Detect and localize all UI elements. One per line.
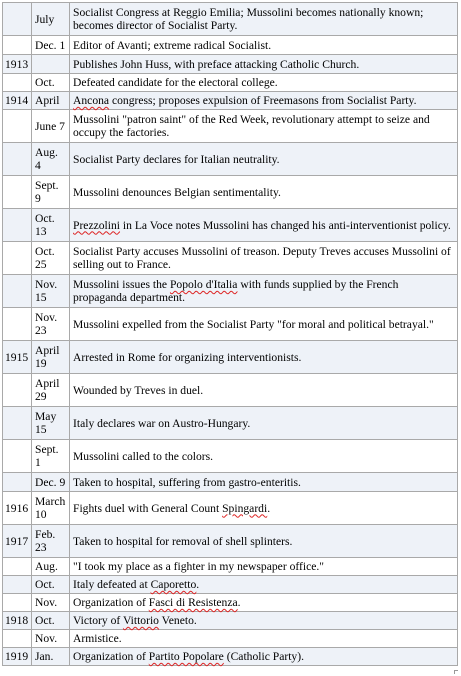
event-cell: Publishes John Huss, with preface attacking Catholic Church. (70, 55, 458, 74)
year-cell: 1918 (3, 612, 32, 630)
table-row (3, 473, 458, 492)
year-cell (3, 308, 32, 341)
date-cell: March 10 (32, 492, 70, 525)
date-cell: Nov. (32, 594, 70, 612)
event-cell: Mussolini expelled from the Socialist Party "for moral and political betrayal." (70, 308, 458, 341)
event-cell: Italy defeated at Caporetto. (70, 576, 458, 594)
year-cell (3, 275, 32, 308)
date-cell: Oct. (32, 576, 70, 594)
date-cell: May 15 (32, 407, 70, 440)
event-cell: Armistice. (70, 630, 458, 648)
table-row (3, 440, 458, 473)
date-cell: Sept. 1 (32, 440, 70, 473)
table-row (3, 275, 458, 308)
table-row (3, 209, 458, 242)
year-cell: 1917 (3, 525, 32, 558)
year-cell (3, 594, 32, 612)
event-cell: Socialist Party accuses Mussolini of treason. Deputy Treves accuses Mussolini of selling out to France. (70, 242, 458, 275)
event-cell: Italy declares war on Austro-Hungary. (70, 407, 458, 440)
year-cell: 1914 (3, 92, 32, 110)
table-row (3, 308, 458, 341)
date-cell: April (32, 92, 70, 110)
event-cell: Mussolini called to the colors. (70, 440, 458, 473)
table-row (3, 612, 458, 630)
date-cell: Oct. (32, 612, 70, 630)
table-row (3, 341, 458, 374)
year-cell: 1913 (3, 55, 32, 74)
event-cell: Mussolini issues the Popolo d'Italia with funds supplied by the French propaganda department. (70, 275, 458, 308)
date-cell: Jan. (32, 648, 70, 666)
date-cell: June 7 (32, 110, 70, 143)
table-row (3, 558, 458, 576)
event-cell: Taken to hospital for removal of shell splinters. (70, 525, 458, 558)
page-corner-mark (454, 670, 458, 674)
event-cell: Taken to hospital, suffering from gastro-enteritis. (70, 473, 458, 492)
table-row (3, 55, 458, 74)
event-cell: Mussolini denounces Belgian sentimentality. (70, 176, 458, 209)
table-row (3, 374, 458, 407)
event-cell: Defeated candidate for the electoral college. (70, 74, 458, 92)
date-cell: Nov. (32, 630, 70, 648)
event-cell: Socialist Congress at Reggio Emilia; Mussolini becomes nationally known; becomes director of Socialist Party. (70, 3, 458, 36)
year-cell (3, 242, 32, 275)
table-row (3, 630, 458, 648)
event-cell: "I took my place as a fighter in my newspaper office." (70, 558, 458, 576)
year-cell (3, 36, 32, 55)
event-cell: Wounded by Treves in duel. (70, 374, 458, 407)
table-row (3, 407, 458, 440)
year-cell (3, 110, 32, 143)
table-row (3, 3, 458, 36)
date-cell: April 29 (32, 374, 70, 407)
table-row (3, 110, 458, 143)
table-row (3, 492, 458, 525)
year-cell: 1919 (3, 648, 32, 666)
year-cell (3, 558, 32, 576)
table-row (3, 242, 458, 275)
event-cell: Mussolini "patron saint" of the Red Week, revolutionary attempt to seize and occupy the factories. (70, 110, 458, 143)
date-cell: Feb. 23 (32, 525, 70, 558)
date-cell: Oct. (32, 74, 70, 92)
year-cell (3, 473, 32, 492)
year-cell (3, 209, 32, 242)
event-cell: Prezzolini in La Voce notes Mussolini has changed his anti-interventionist policy. (70, 209, 458, 242)
date-cell (32, 55, 70, 74)
year-cell (3, 440, 32, 473)
table-row (3, 143, 458, 176)
year-cell (3, 176, 32, 209)
table-row (3, 74, 458, 92)
date-cell: Dec. 9 (32, 473, 70, 492)
table-row (3, 594, 458, 612)
event-cell: Organization of Fasci di Resistenza. (70, 594, 458, 612)
table-row (3, 92, 458, 110)
year-cell (3, 630, 32, 648)
year-cell (3, 407, 32, 440)
table-row (3, 36, 458, 55)
year-cell: 1915 (3, 341, 32, 374)
date-cell: Oct. 25 (32, 242, 70, 275)
date-cell: Nov. 23 (32, 308, 70, 341)
date-cell: Nov. 15 (32, 275, 70, 308)
event-cell: Fights duel with General Count Spingardi. (70, 492, 458, 525)
chronology-table (2, 2, 458, 666)
year-cell (3, 74, 32, 92)
event-cell: Ancona congress; proposes expulsion of Freemasons from Socialist Party. (70, 92, 458, 110)
event-cell: Editor of Avanti; extreme radical Socialist. (70, 36, 458, 55)
date-cell: Aug. 4 (32, 143, 70, 176)
table-row (3, 176, 458, 209)
date-cell: Dec. 1 (32, 36, 70, 55)
date-cell: April 19 (32, 341, 70, 374)
year-cell: 1916 (3, 492, 32, 525)
event-cell: Arrested in Rome for organizing interventionists. (70, 341, 458, 374)
table-row (3, 576, 458, 594)
event-cell: Victory of Vittorio Veneto. (70, 612, 458, 630)
table-row (3, 648, 458, 666)
year-cell (3, 576, 32, 594)
year-cell (3, 3, 32, 36)
date-cell: Oct. 13 (32, 209, 70, 242)
event-cell: Organization of Partito Popolare (Catholic Party). (70, 648, 458, 666)
year-cell (3, 374, 32, 407)
year-cell (3, 143, 32, 176)
date-cell: July (32, 3, 70, 36)
date-cell: Sept. 9 (32, 176, 70, 209)
date-cell: Aug. (32, 558, 70, 576)
event-cell: Socialist Party declares for Italian neutrality. (70, 143, 458, 176)
table-row (3, 525, 458, 558)
